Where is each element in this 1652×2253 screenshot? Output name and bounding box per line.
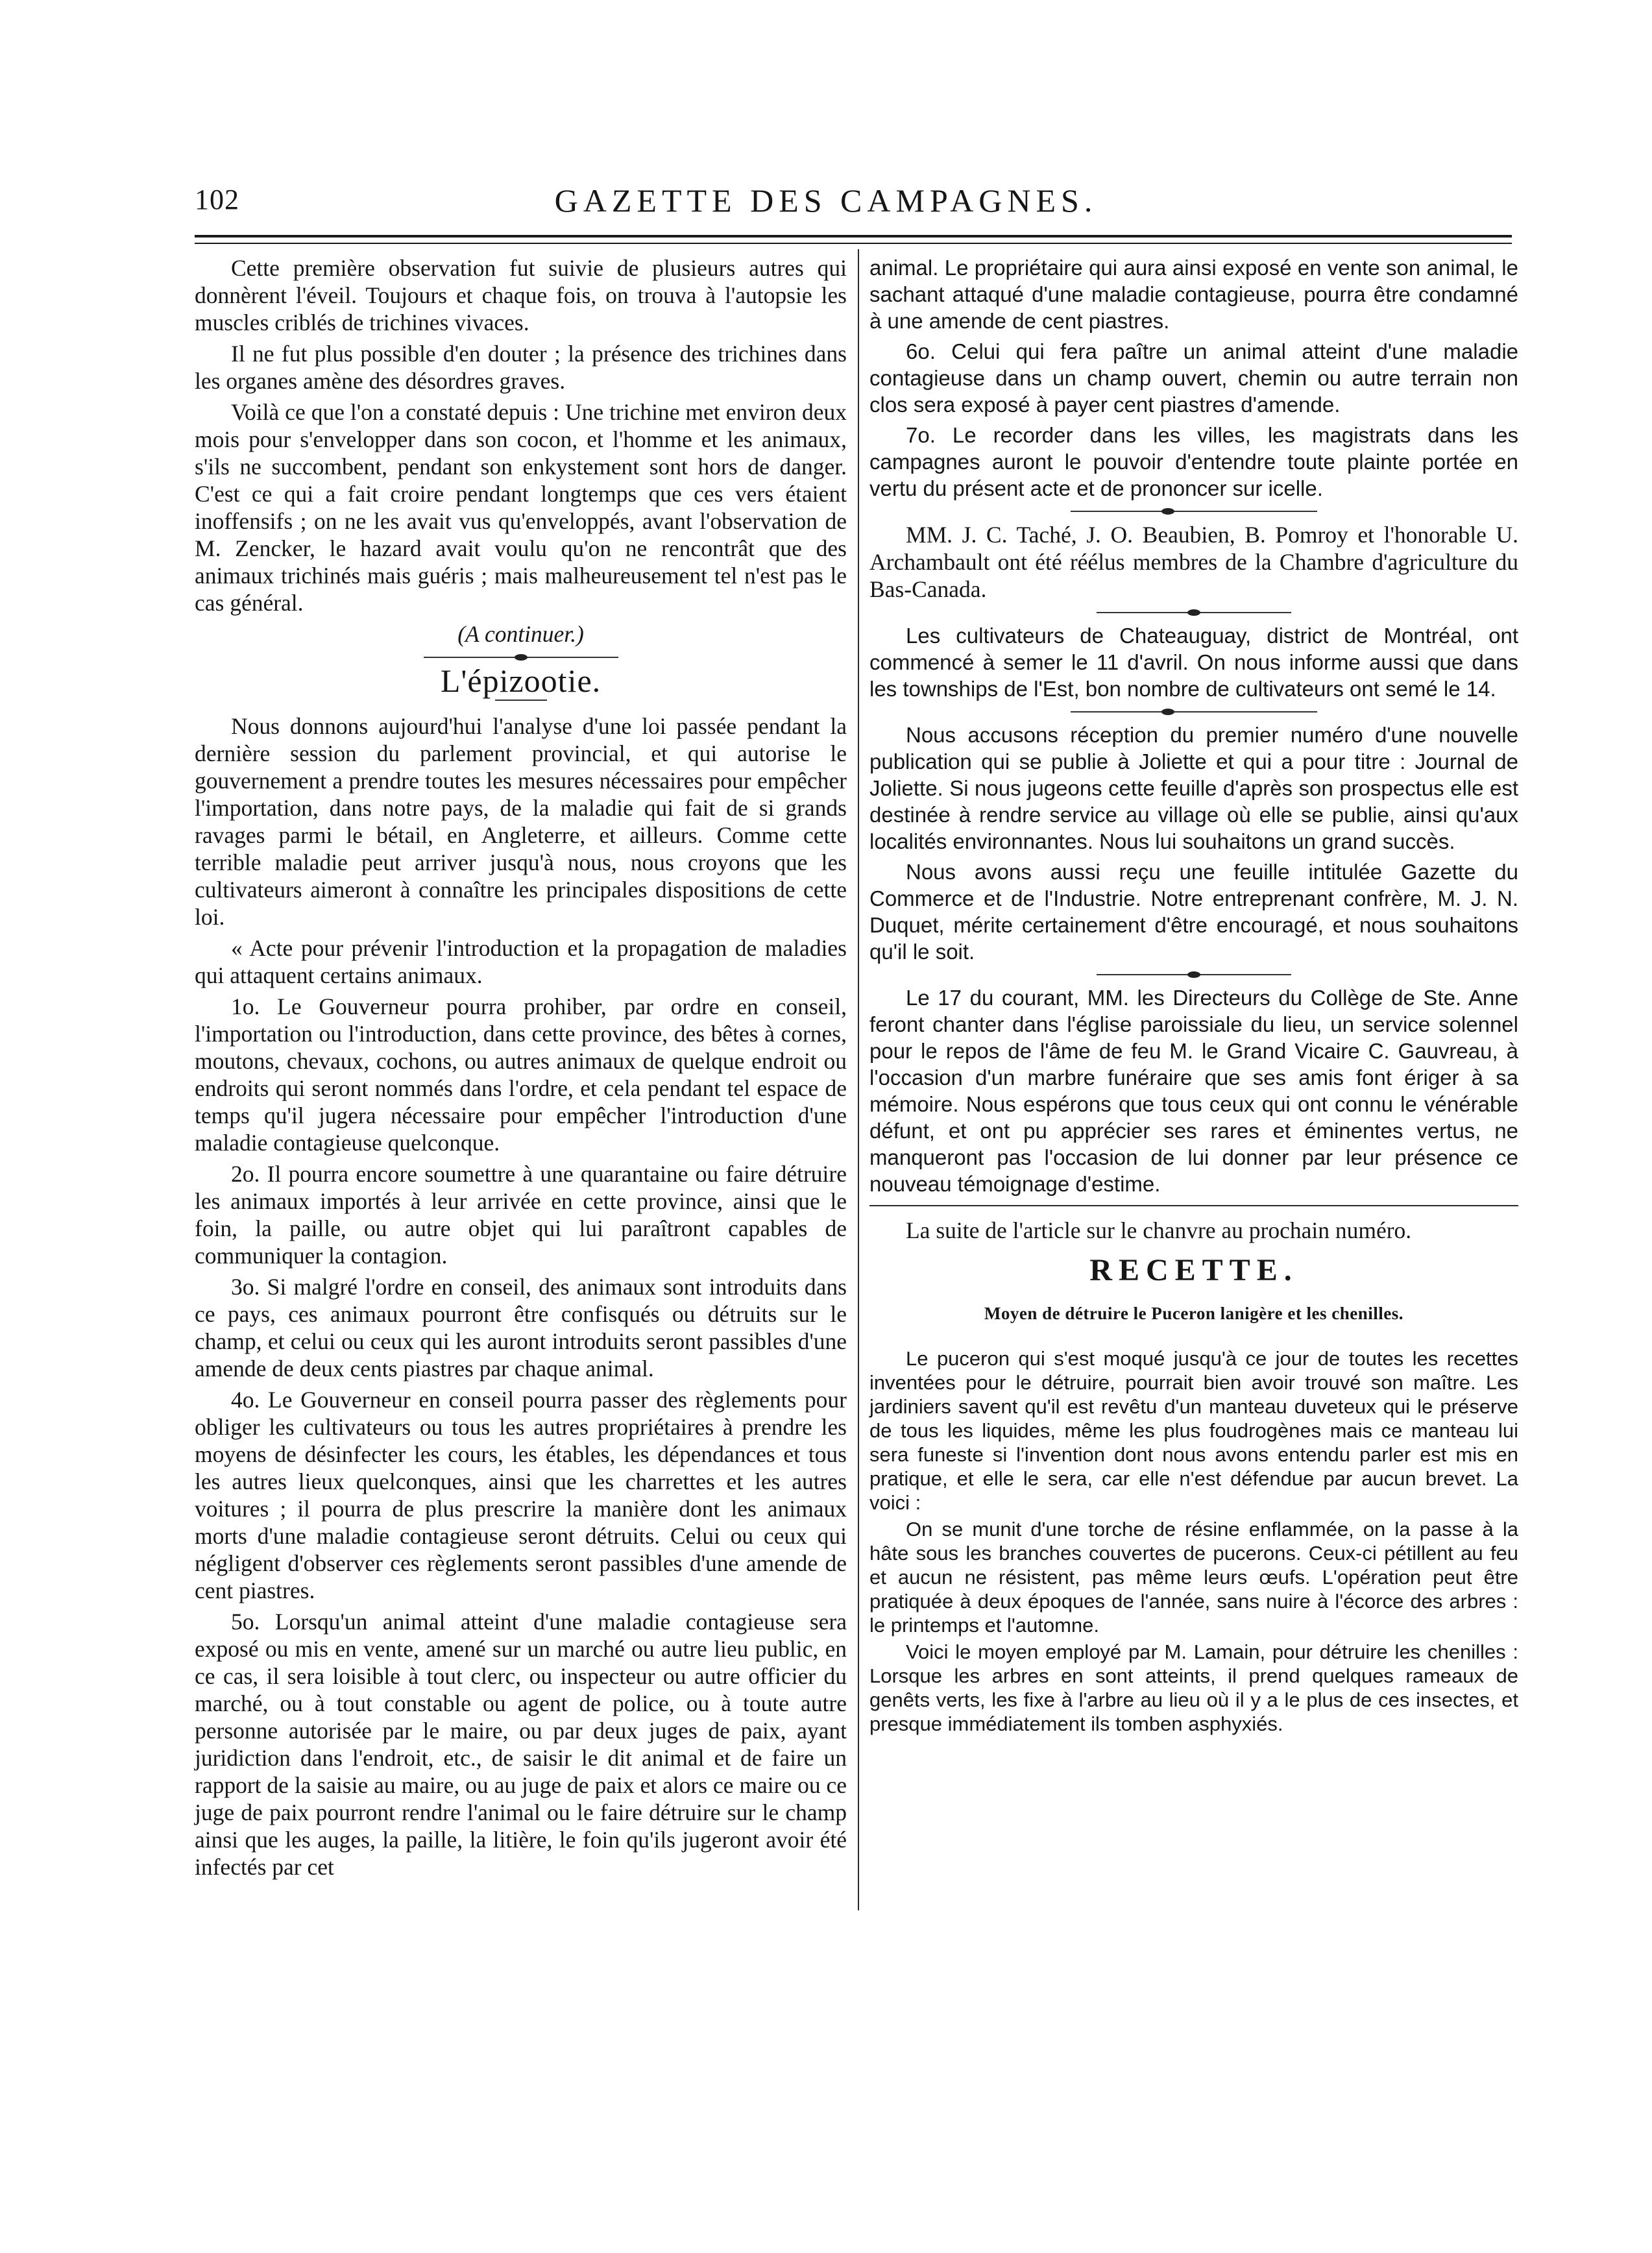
trichine-paragraph-2: Il ne fut plus possible d'en douter ; la présence des trichines dans les organes amène des désordres graves. — [195, 341, 847, 394]
section-separator — [1097, 974, 1291, 975]
notice-chambre-agriculture: MM. J. C. Taché, J. O. Beaubien, B. Pomroy et l'honorable U. Archambault ont été réélus membres de la Chambre d'agriculture du Bas-Canada. — [869, 522, 1518, 602]
recette-paragraph-3: Voici le moyen employé par M. Lamain, pour détruire les chenilles : Lorsque les arbres en sont atteints, il prend quelques rameaux de genêts verts, les fixe à l'arbre au lieu où il y a le plus de ces insectes, et presque immédiatement ils tomben asphyxiés. — [869, 1640, 1518, 1735]
header-rule-thin — [195, 243, 1512, 244]
section-separator — [1071, 511, 1317, 512]
recette-paragraph-2: On se munit d'une torche de résine enflammée, on la passe à la hâte sous les branches couvertes de pucerons. Ceux-ci pétillent au feu et aucun ne résistent, pas même leurs œufs. L'opération peut être pratiquée à deux époques de l'année, sans nuire à l'écorce des arbres : le printemps et l'automne. — [869, 1518, 1518, 1637]
section-separator — [1097, 612, 1291, 613]
acte-title: « Acte pour prévenir l'introduction et la propagation de maladies qui attaquent certains animaux. — [195, 935, 847, 988]
notice-journal-joliette: Nous accusons réception du premier numéro d'une nouvelle publication qui se publie à Joliette et qui a pour titre : Journal de Joliette. Si nous jugeons cette feuille d'après son prospectus elle est destinée à rendre service au village où elle se publie, ainsi qu'aux localités environnantes. Nous lui souhaitons un grand succès. — [869, 723, 1518, 853]
acte-continuation — [869, 254, 1518, 502]
section-separator — [1071, 711, 1317, 712]
running-title: GAZETTE DES CAMPAGNES. — [554, 182, 1098, 219]
section-separator — [424, 657, 618, 658]
column-divider — [858, 249, 859, 1910]
notice-semailles: Les cultivateurs de Chateauguay, district de Montréal, ont commencé à semer le 11 d'avril. On nous informe aussi que dans les townships de l'Est, bon nombre de cultivateurs ont semé le 14. — [869, 624, 1518, 701]
header-rule-thick — [195, 235, 1512, 237]
recette-body — [869, 1346, 1518, 1736]
acte-article-6: 6o. Celui qui fera paître un animal atteint d'une maladie contagieuse dans un champ ouvert, chemin ou autre terrain non clos sera exposé à payer cent piastres d'amende. — [869, 339, 1518, 417]
acte-article-3: 3o. Si malgré l'ordre en conseil, des animaux sont introduits dans ce pays, ces animaux pourront être confisqués ou détruits sur le champ, et celui ou ceux qui les auront introduits seront passibles d'une amende de deux cents piastres par chaque animal. — [195, 1274, 847, 1382]
left-column — [195, 254, 847, 1884]
notice-journaux — [869, 722, 1518, 965]
trichine-paragraph-1: Cette première observation fut suivie de plusieurs autres qui donnèrent l'éveil. Toujours et chaque fois, on trouva à l'autopsie les muscles criblés de trichines vivaces. — [195, 255, 847, 335]
right-column — [869, 254, 1518, 1738]
acte-article-5-end: animal. Le propriétaire qui aura ainsi exposé en vente son animal, le sachant attaqué d'une maladie contagieuse, pourra être condamné à une amende de cent piastres. — [869, 256, 1518, 333]
recette-subtitle: Moyen de détruire le Puceron lanigère et les chenilles. — [984, 1304, 1404, 1323]
article-title-epizootie: L'épizootie. — [440, 663, 601, 699]
page-number: 102 — [195, 184, 239, 215]
section-rule — [869, 1205, 1518, 1206]
recette-title: RECETTE. — [1089, 1253, 1298, 1287]
acte-article-4: 4o. Le Gouverneur en conseil pourra passer des règlements pour obliger les cultivateurs ou tous les autres propriétaires à prendre les moyens de désinfecter les cours, les étables, les dépendances et tous les autres lieux quelconques, ainsi que les charrettes et les autres voitures ; il pourra de plus prescrire la manière dont les animaux morts d'une maladie contagieuse seront détruits. Celui ou ceux qui négligent d'observer ces règlements seront passibles d'une amende de cent piastres. — [195, 1387, 847, 1603]
notice-service-solennel: Le 17 du courant, MM. les Directeurs du Collège de Ste. Anne feront chanter dans l'église paroissiale du lieu, un service solennel pour le repos de l'âme de feu M. le Grand Vicaire C. Gauvreau, à l'occasion d'un marbre funéraire que ses amis font ériger à sa mémoire. Nous espérons que tous ceux qui ont connu le vénérable défunt, et ont pu apprécier ses rares et éminentes vertus, ne manqueront pas l'occasion de lui donner par leur présence ce nouveau témoignage d'estime. — [869, 986, 1518, 1196]
acte-article-5: 5o. Lorsqu'un animal atteint d'une maladie contagieuse sera exposé ou mis en vente, amené sur un marché ou autre lieu public, en ce cas, il sera loisible à tout clerc, ou inspecteur ou autre officier du marché, ou à tout constable ou agent de police, ou à toute autre personne autorisée par le maire, ou par deux juges de paix, ayant juridiction dans l'endroit, etc., de saisir le dit animal et de faire un rapport de la saisie au maire, ou au juge de paix et alors ce maire ou ce juge de paix pourront rendre l'animal ou le faire détruire sur le champ ainsi que les auges, la paille, la litière, le foin qu'ils jugeront avoir été infectés par cet — [195, 1609, 847, 1880]
epizootie-intro: Nous donnons aujourd'hui l'analyse d'une loi passée pendant la dernière session du parlement provincial, et qui autorise le gouvernement a prendre toutes les mesures nécessaires pour empêcher l'importation, dans notre pays, de la maladie qui fait de si grands ravages parmi le bétail, en Angleterre, et ailleurs. Comme cette terrible maladie peut arriver jusqu'à nous, nous croyons que les cultivateurs aimeront à connaître les principales dispositions de cette loi. — [195, 713, 847, 930]
trichine-paragraph-3: Voilà ce que l'on a constaté depuis : Une trichine met environ deux mois pour s'envelopper dans son cocon, et l'homme et les animaux, s'ils ne succombent, pendant son enkystement sont hors de danger. C'est ce qui a fait croire pendant longtemps que ces vers étaient inoffensifs ; on ne les avait vus qu'enveloppés, avant l'observation de M. Zencker, le hazard avait voulu qu'on ne rencontrât que des animaux trichinés mais guéris ; mais malheureusement tel n'est pas le cas général. — [195, 399, 847, 616]
acte-article-2: 2o. Il pourra encore soumettre à une quarantaine ou faire détruire les animaux importés à leur arrivée en cette province, ainsi que le foin, la paille, ou autre objet qui lui paraîtront capables de communiquer la contagion. — [195, 1161, 847, 1269]
acte-article-1: 1o. Le Gouverneur pourra prohiber, par ordre en conseil, l'importation ou l'introduction, dans cette province, des bêtes à cornes, moutons, chevaux, cochons, ou autres animaux de quelque endroit ou endroits qui seront nommés dans l'ordre, et cela pendant tel espace de temps qu'il jugera nécessaire pour empêcher l'introduction d'une maladie contagieuse quelconque. — [195, 993, 847, 1156]
recette-paragraph-1: Le puceron qui s'est moqué jusqu'à ce jour de toutes les recettes inventées pour le détruire, pourrait bien avoir trouvé son maître. Les jardiniers savent qu'il est revêtu d'un manteau duveteux qui le préserve de tous les liquides, même les plus foudrogènes mais ce manteau lui sera funeste si l'invention dont nous avons entendu parler est mis en pratique, et elle le sera, car elle n'est défendue par aucun brevet. La voici : — [869, 1347, 1518, 1514]
notice-gazette-commerce: Nous avons aussi reçu une feuille intitulée Gazette du Commerce et de l'Industrie. Notre entreprenant confrère, M. J. N. Duquet, mérite certainement d'être encouragé, et nous souhaitons qu'il le soit. — [869, 860, 1518, 964]
continuation-note: (A continuer.) — [457, 621, 584, 647]
acte-article-7: 7o. Le recorder dans les villes, les magistrats dans les campagnes auront le pouvoir d'entendre toute plainte portée en vertu du présent acte et de prononcer sur icelle. — [869, 423, 1518, 500]
notice-chanvre: La suite de l'article sur le chanvre au prochain numéro. — [906, 1217, 1412, 1243]
title-rule — [495, 700, 547, 701]
